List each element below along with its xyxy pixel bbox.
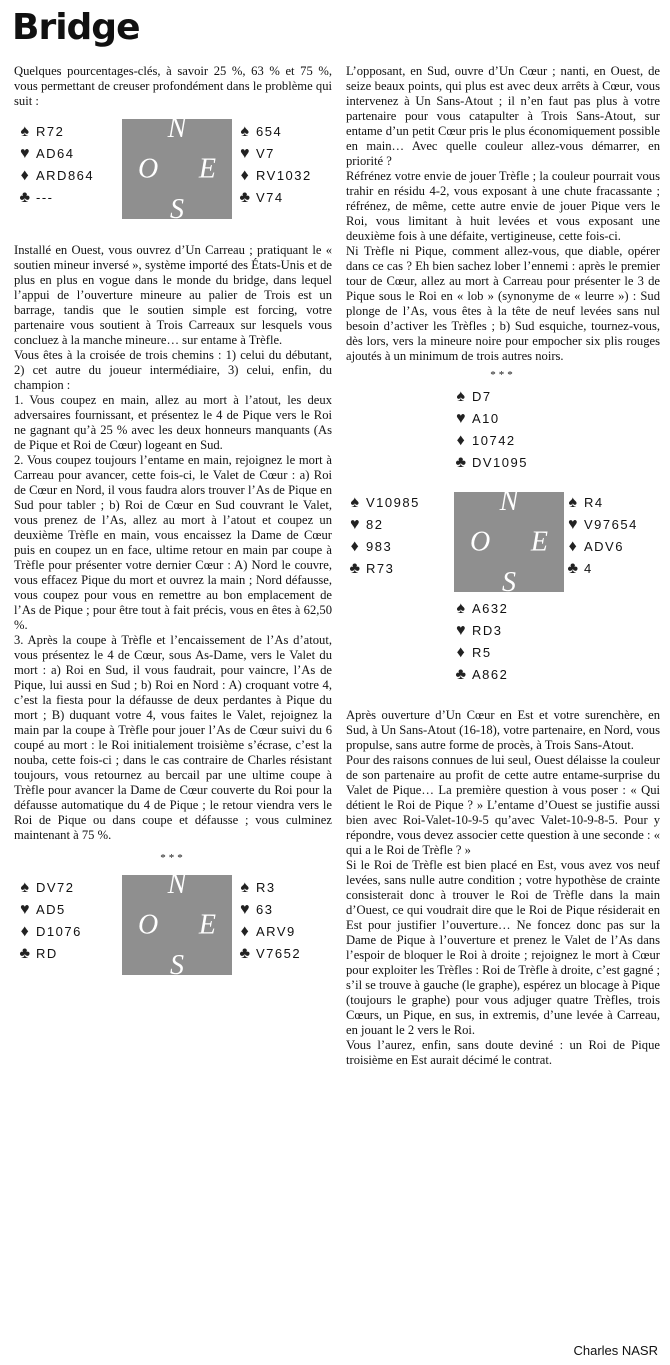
spade-icon: ♠ [240, 879, 251, 896]
spade-icon: ♠ [456, 388, 467, 405]
hand-west [18, 121, 94, 209]
club-icon: ♣ [455, 454, 468, 471]
east-spades: R4 [584, 495, 604, 510]
west-hearts: AD64 [36, 146, 75, 161]
author-signature: Charles NASR [573, 1343, 658, 1358]
heart-icon: ♥ [240, 145, 251, 162]
compass-west: O [470, 526, 491, 558]
diamond-icon: ♦ [456, 644, 467, 661]
east-diamonds: RV1032 [256, 168, 312, 183]
compass-north: N [499, 486, 519, 517]
spade-icon: ♠ [20, 879, 31, 896]
east-hearts: V97654 [584, 517, 638, 532]
club-icon: ♣ [19, 189, 32, 206]
paragraph: L’opposant, en Sud, ouvre d’Un Cœur ; nanti, en Ouest, de seize beaux points, qui plus est avec deux arrêts à Cœur, vous intervenez à Un Sans-Atout ; il n’en faut pas plus à votre partenaire pour vous catapulter à Trois Sans-Atout, sur entame d’un petit Cœur pris le plus économiquement possible en main… Avec quelle couleur allez-vous démarrer, en priorité ? [346, 64, 660, 168]
paragraph: Installé en Ouest, vous ouvrez d’Un Carreau ; pratiquant le « soutien mineur inversé », système importé des États-Unis et de plus en plus en vogue dans le monde du bridge, dans lequel l’appui de l’ouverture mineure au palier de Trois est un barrage, tandis que le soutien simple est forcing, votre partenaire vous soutient à Trois Carreaux sur lesquels vous concluez à la manche mineure… sur entame à Trèfle. [14, 243, 332, 347]
club-icon: ♣ [567, 560, 580, 577]
section-separator: *** [160, 852, 186, 864]
diamond-icon: ♦ [20, 167, 31, 184]
paragraph: Vous l’aurez, enfin, sans doute deviné : un Roi de Pique troisième en Est aurait décimé le contrat. [346, 1038, 660, 1067]
intro-paragraph: Quelques pourcentages-clés, à savoir 25 %, 63 % et 75 %, vous permettant de creuser profondément dans le problème qui suit : [14, 64, 332, 108]
paragraph: 2. Vous coupez toujours l’entame en main, rejoignez le mort à Carreau pour avancer, cette fois-ci, le Valet de Cœur : a) Roi de Cœur en Nord, il vous faudra alors trouver l’As de Pique en Sud pour tabler ; b) Roi de Cœur en Sud couvrant le Valet, vous prenez de l’As, allez au mort à l’atout et coupez un deuxième Trèfle en main, vous encaissez la Dame de Cœur puis en coupez un en face, ultime retour en main par coupe à Trèfle pour présenter votre dernier Cœur : A) Nord le couvre, vous effacez Pique du mort et ouvrez la main ; Nord défausse, vous coupez pour vous en remettre au bon emplacement de l’As de Pique ; pour être tout à fait précis, vous en êtes à 62,50 %. [14, 453, 332, 632]
south-spades: A632 [472, 601, 509, 616]
compass-south: S [170, 950, 184, 981]
hand-west [18, 877, 82, 965]
heart-icon: ♥ [568, 516, 579, 533]
club-icon: ♣ [349, 560, 362, 577]
paragraph: 1. Vous coupez en main, allez au mort à l’atout, les deux adversaires fournissant, et présentez le 4 de Pique vers le Roi ne gagnant qu’à 25 % avec les deux honneurs manquants (As de Pique et Roi de Cœur) logeant en Sud. [14, 393, 332, 452]
west-diamonds: ARD864 [36, 168, 95, 183]
deal-diagram-1 [14, 113, 332, 229]
east-diamonds: ADV6 [584, 539, 624, 554]
south-hearts: RD3 [472, 623, 503, 638]
east-spades: R3 [256, 880, 276, 895]
deal-diagram-3 [346, 386, 660, 698]
hand-north [454, 386, 528, 474]
east-diamonds: ARV9 [256, 924, 296, 939]
west-hearts: AD5 [36, 902, 66, 917]
north-spades: D7 [472, 389, 492, 404]
west-hearts: 82 [366, 517, 384, 532]
west-clubs: --- [36, 190, 54, 205]
section-separator: *** [490, 369, 516, 381]
west-clubs: RD [36, 946, 58, 961]
hand-east [238, 121, 312, 209]
diamond-icon: ♦ [240, 167, 251, 184]
paragraph: 3. Après la coupe à Trèfle et l’encaissement de l’As d’atout, vous présentez le 4 de Cœur, sous As-Dame, vers le Valet du mort : a) Roi en Sud, il vous faudrait, pour vaincre, l’As de Pique, lui aussi en Sud ; b) Roi en Nord : A) croquant votre 4, c’est la fiesta pour la défausse de deux perdantes à Pique du mort ; B) duquant votre 4, vous faites le Valet, rejoignez la main par la coupe à Trèfle pour jouer l’As de Cœur suivi du 6 coupé au mort : le Roi initialement troisième s’écrase, c’est la nouba, cette fois-ci ; dans le cas contraire de Charles résistant toujours, vous retournez au bercail par une ultime coupe à Trèfle pour avancer la Dame de Cœur couverte du Roi pour la défausse automatique du 4 de Pique ; le retour viendra vers le Roi de Pique ou dans coupe et défausse ; vous culminez maintenant à 75 %. [14, 633, 332, 842]
north-hearts: A10 [472, 411, 500, 426]
club-icon: ♣ [455, 666, 468, 683]
west-spades: R72 [36, 124, 65, 139]
spade-icon: ♠ [240, 123, 251, 140]
compass-east: E [198, 153, 216, 185]
south-clubs: A862 [472, 667, 509, 682]
paragraph: Après ouverture d’Un Cœur en Est et votre surenchère, en Sud, à Un Sans-Atout (16-18), votre partenaire, en Nord, vous propulse, sans autre forme de procès, à Trois Sans-Atout. [346, 708, 660, 752]
paragraph: Réfrénez votre envie de jouer Trèfle ; la couleur pourrait vous trahir en résidu 4-2, vous exposant à une chute fracassante ; réfrénez, de même, cette autre envie de jouer Pique vers le Roi, vous limitant à huit levées et vous exposant une deuxième fois à une défaite, vertigineuse, cette fois-ci. [346, 169, 660, 243]
deal-diagram-2 [14, 869, 332, 985]
compass-west: O [138, 153, 159, 185]
west-diamonds: 983 [366, 539, 393, 554]
right-column [346, 64, 660, 1068]
heart-icon: ♥ [350, 516, 361, 533]
compass-south: S [170, 194, 184, 225]
south-diamonds: R5 [472, 645, 492, 660]
compass-south: S [502, 567, 516, 598]
club-icon: ♣ [239, 189, 252, 206]
page-title: Bridge [12, 7, 140, 48]
east-hearts: 63 [256, 902, 274, 917]
west-diamonds: D1076 [36, 924, 82, 939]
diamond-icon: ♦ [456, 432, 467, 449]
spade-icon: ♠ [456, 600, 467, 617]
north-diamonds: 10742 [472, 433, 516, 448]
club-icon: ♣ [19, 945, 32, 962]
heart-icon: ♥ [456, 622, 467, 639]
compass-box [454, 486, 564, 598]
east-clubs: V74 [256, 190, 284, 205]
heart-icon: ♥ [20, 901, 31, 918]
left-column [14, 64, 332, 999]
hand-south [454, 598, 508, 686]
diamond-icon: ♦ [240, 923, 251, 940]
hand-west [348, 492, 420, 580]
north-clubs: DV1095 [472, 455, 528, 470]
compass-box [122, 113, 232, 225]
hand-east [566, 492, 638, 580]
spade-icon: ♠ [568, 494, 579, 511]
west-clubs: R73 [366, 561, 395, 576]
club-icon: ♣ [239, 945, 252, 962]
diamond-icon: ♦ [568, 538, 579, 555]
spade-icon: ♠ [20, 123, 31, 140]
paragraph: Pour des raisons connues de lui seul, Ouest délaisse la couleur de son partenaire au profit de cette autre entame-surprise du Valet de Pique… La première question à vous poser : « Qui détient le Roi de Pique ? » L’entame d’Ouest se justifie aussi bien avec Roi-Valet-10-9-5 qu’avec Valet-10-9-8-5. Pour y répondre, vous devez associer cette question à une seconde : « qui a le Roi de Trèfle ? » [346, 753, 660, 857]
compass-box [122, 869, 232, 981]
diamond-icon: ♦ [20, 923, 31, 940]
hand-east [238, 877, 301, 965]
heart-icon: ♥ [240, 901, 251, 918]
compass-east: E [198, 909, 216, 941]
east-hearts: V7 [256, 146, 275, 161]
paragraph: Vous êtes à la croisée de trois chemins : 1) celui du débutant, 2) cet autre du joueur intermédiaire, 3) celui, enfin, du champion : [14, 348, 332, 392]
east-clubs: V7652 [256, 946, 302, 961]
diamond-icon: ♦ [350, 538, 361, 555]
west-spades: V10985 [366, 495, 420, 510]
paragraph: Si le Roi de Trèfle est bien placé en Est, vous avez vos neuf levées, sans nulle autre condition ; votre hypothèse de crainte consisterait donc à trouver le Roi de Trèfle dans la main d’Ouest, ce qui voudrait dire que le Roi de Pique résiderait en Est pour justifier l’ouverture… Ne foncez donc pas sur la Dame de Pique à l’ouverture et prenez le Valet de l’As dans l’espoir de bloquer le Roi à droite ; rejoignez le mort à Cœur pour exploiter les Trèfles : Roi de Trèfle à droite, c’est gagné ; s’il se trouve à gauche (le graphe), espérez un blocage à Pique (toujours le graphe) pour vous adjuger quatre Trèfles, trois Cœurs, un Pique, en sus, in extremis, d’une levée à Carreau, en jouant le 2 vers le Roi. [346, 858, 660, 1037]
compass-north: N [167, 869, 187, 900]
compass-east: E [530, 526, 548, 558]
compass-west: O [138, 909, 159, 941]
east-clubs: 4 [584, 561, 593, 576]
heart-icon: ♥ [456, 410, 467, 427]
west-spades: DV72 [36, 880, 75, 895]
east-spades: 654 [256, 124, 283, 139]
heart-icon: ♥ [20, 145, 31, 162]
paragraph: Ni Trèfle ni Pique, comment allez-vous, que diable, opérer dans ce cas ? Eh bien sachez lober l’ennemi : après le premier tour de Cœur, allez au mort à Carreau pour présenter le 3 de Pique sous le Roi en « lob » (synonyme de « leurre ») : Sud plonge de l’As, vous êtes à la tête de neuf levées sans nul besoin d’activer les Trèfles ; b) Sud esquiche, tournez-vous, dès lors, vers la mineure noire pour empocher six plis rouges ajoutés à un minimum de trois autres noirs. [346, 244, 660, 363]
spade-icon: ♠ [350, 494, 361, 511]
compass-north: N [167, 113, 187, 144]
